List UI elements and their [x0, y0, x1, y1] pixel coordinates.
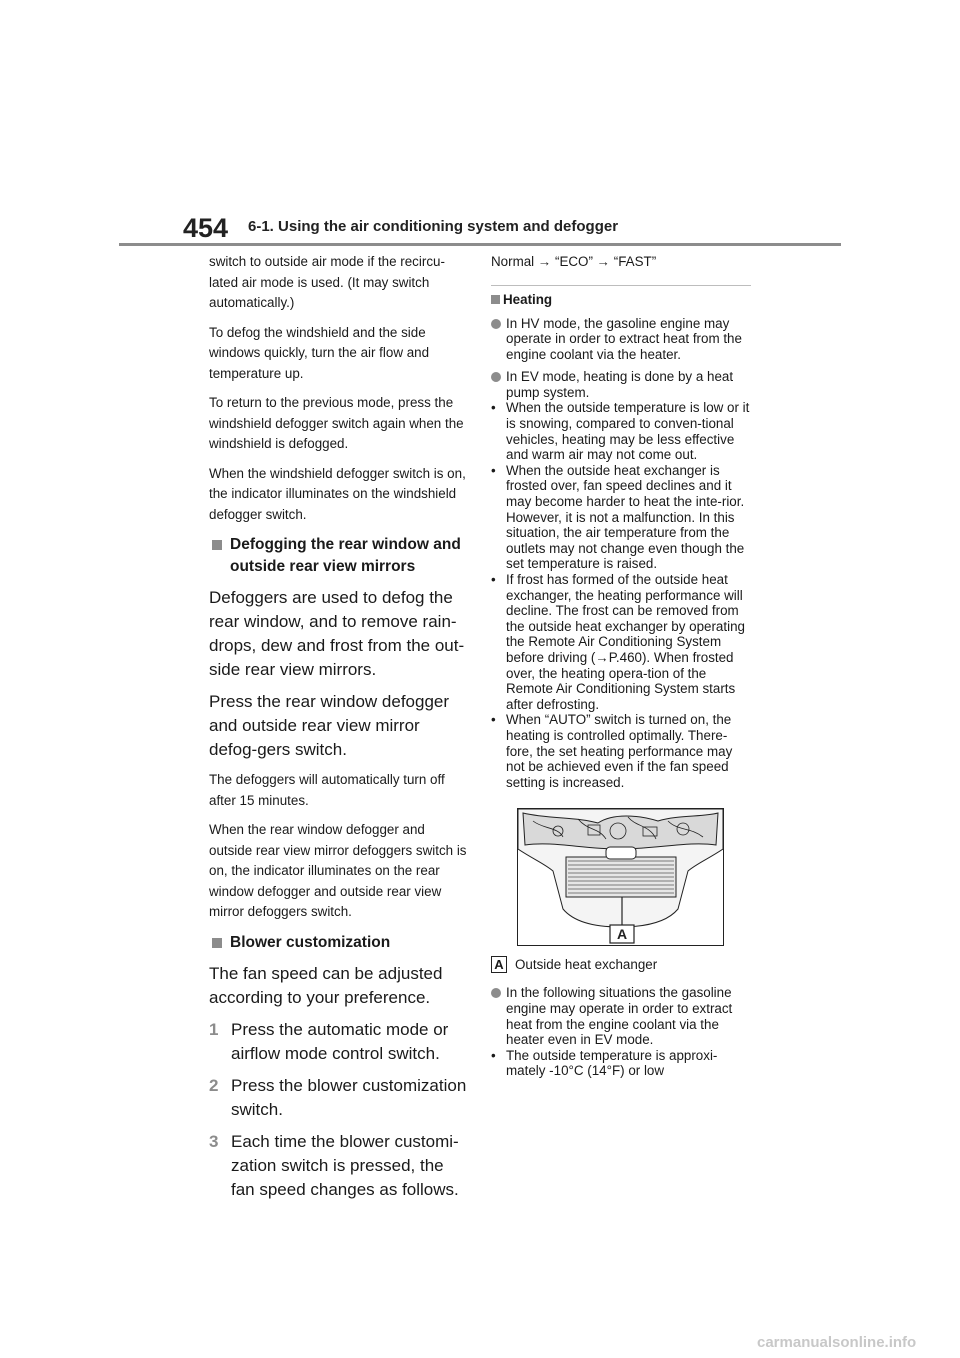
footer-watermark: carmanualsonline.info	[757, 1334, 917, 1351]
paragraph: When the rear window defogger and outside rear view mirror defoggers switch is on, the indicator illuminates on the rear window defogger and outside rear view mirror defoggers switch.	[209, 822, 467, 919]
list-item-text: In EV mode, heating is done by a heat pump system.	[506, 369, 734, 400]
caption-text: Outside heat exchanger	[515, 957, 658, 973]
step-text: Each time the blower customi-zation switch is pressed, the fan speed changes as follows.	[231, 1131, 459, 1199]
figure-label: A	[616, 926, 628, 943]
right-column	[491, 252, 751, 1079]
step-item	[209, 1074, 469, 1122]
heading-text: Heating	[503, 291, 553, 307]
step-number: 2	[209, 1075, 219, 1095]
list-item	[491, 316, 751, 363]
page-header	[0, 0, 960, 250]
round-bullet-icon	[491, 316, 506, 326]
sub-item-text: When the outside heat exchanger is frosted over, fan speed declines and it may become harder to heat the inte-rior. However, it is not a malfunction. In this situation, the air temperature from the outlets may not change even though the set temperature is raised.	[506, 462, 745, 572]
heading-text: Defogging the rear window and outside rear view mirrors	[230, 536, 461, 575]
step-text: Press the blower customization switch.	[231, 1075, 467, 1119]
heading-text: Blower customization	[230, 933, 391, 951]
square-bullet-icon	[212, 540, 222, 550]
caption-label: A	[491, 956, 507, 973]
sub-item-text: If frost has formed of the outside heat exchanger, the heating performance will decline. The frost can be removed from the outside heat exchanger by operating the Remote Air Conditioning System before driving (→P.460). When frosted over, the heating opera-tion of the Remote Air Conditioning System starts after defrosting.	[506, 572, 745, 712]
sub-list-item	[491, 463, 751, 572]
subsection-heading-defogging	[209, 534, 469, 578]
dot-marker: •	[491, 1047, 496, 1063]
heating-heading	[491, 290, 751, 310]
list-item	[491, 369, 751, 400]
paragraph: To return to the previous mode, press the windshield defogger switch again when the windshield is defogged.	[209, 395, 464, 451]
list-item-text: In HV mode, the gasoline engine may operate in order to extract heat from the engine coolant via the heater.	[506, 315, 742, 362]
dot-marker: •	[491, 712, 496, 728]
engine-bay-drawing	[518, 809, 723, 945]
engine-bay-illustration	[517, 808, 724, 946]
sub-item-text: When the outside temperature is low or it is snowing, compared to conven-tional vehicles, heating may be less effective and warm air may not come out.	[506, 400, 750, 463]
paragraph: Defoggers are used to defog the rear window, and to remove rain-drops, dew and frost from the out-side rear view mirrors.	[209, 588, 465, 679]
sub-list-item	[491, 572, 751, 712]
paragraph: The defoggers will automatically turn off after 15 minutes.	[209, 772, 445, 808]
dot-marker: •	[491, 400, 496, 416]
step-number: 3	[209, 1131, 219, 1151]
sub-list-item	[491, 1048, 751, 1079]
sub-list-item	[491, 400, 751, 462]
step-text: Press the automatic mode or airflow mode control switch.	[231, 1019, 449, 1063]
square-bullet-icon	[491, 295, 500, 304]
paragraph: switch to outside air mode if the recircu-lated air mode is used. (It may switch automatically.)	[209, 254, 445, 310]
dot-marker: •	[491, 462, 496, 478]
subsection-heading-blower	[209, 932, 469, 954]
round-bullet-icon	[491, 369, 506, 379]
paragraph: Press the rear window defogger and outside rear view mirror defog-gers switch.	[209, 692, 450, 759]
figure-caption	[491, 956, 751, 973]
step-item	[209, 1018, 469, 1066]
sub-item-text: When “AUTO” switch is turned on, the heating is controlled optimally. There-fore, the set heating performance may not be achieved even if the fan speed setting is increased.	[506, 712, 733, 790]
page-number: 454	[183, 213, 229, 243]
paragraph: To defog the windshield and the side windows quickly, turn the air flow and temperature up.	[209, 324, 430, 381]
list-item	[491, 985, 751, 1047]
dot-marker: •	[491, 572, 496, 587]
left-column	[209, 252, 469, 1210]
sub-list-item	[491, 712, 751, 790]
section-title: 6-1. Using the air conditioning system and defogger	[248, 218, 619, 235]
step-number: 1	[209, 1019, 219, 1039]
square-bullet-icon	[212, 938, 222, 948]
header-divider	[119, 243, 841, 246]
round-bullet-icon	[491, 985, 506, 995]
divider	[491, 285, 751, 286]
sub-item-text: The outside temperature is approxi-mately -10°C (14°F) or low	[506, 1047, 718, 1079]
step-item	[209, 1130, 469, 1202]
list-item-text: In the following situations the gasoline engine may operate in order to extract heat from the engine coolant via the heater even in EV mode.	[506, 985, 733, 1048]
paragraph: The fan speed can be adjusted according to your preference.	[209, 963, 443, 1007]
paragraph: When the windshield defogger switch is on, the indicator illuminates on the windshield defogger switch.	[209, 465, 466, 522]
mode-sequence: Normal → “ECO” → “FAST”	[491, 254, 657, 269]
